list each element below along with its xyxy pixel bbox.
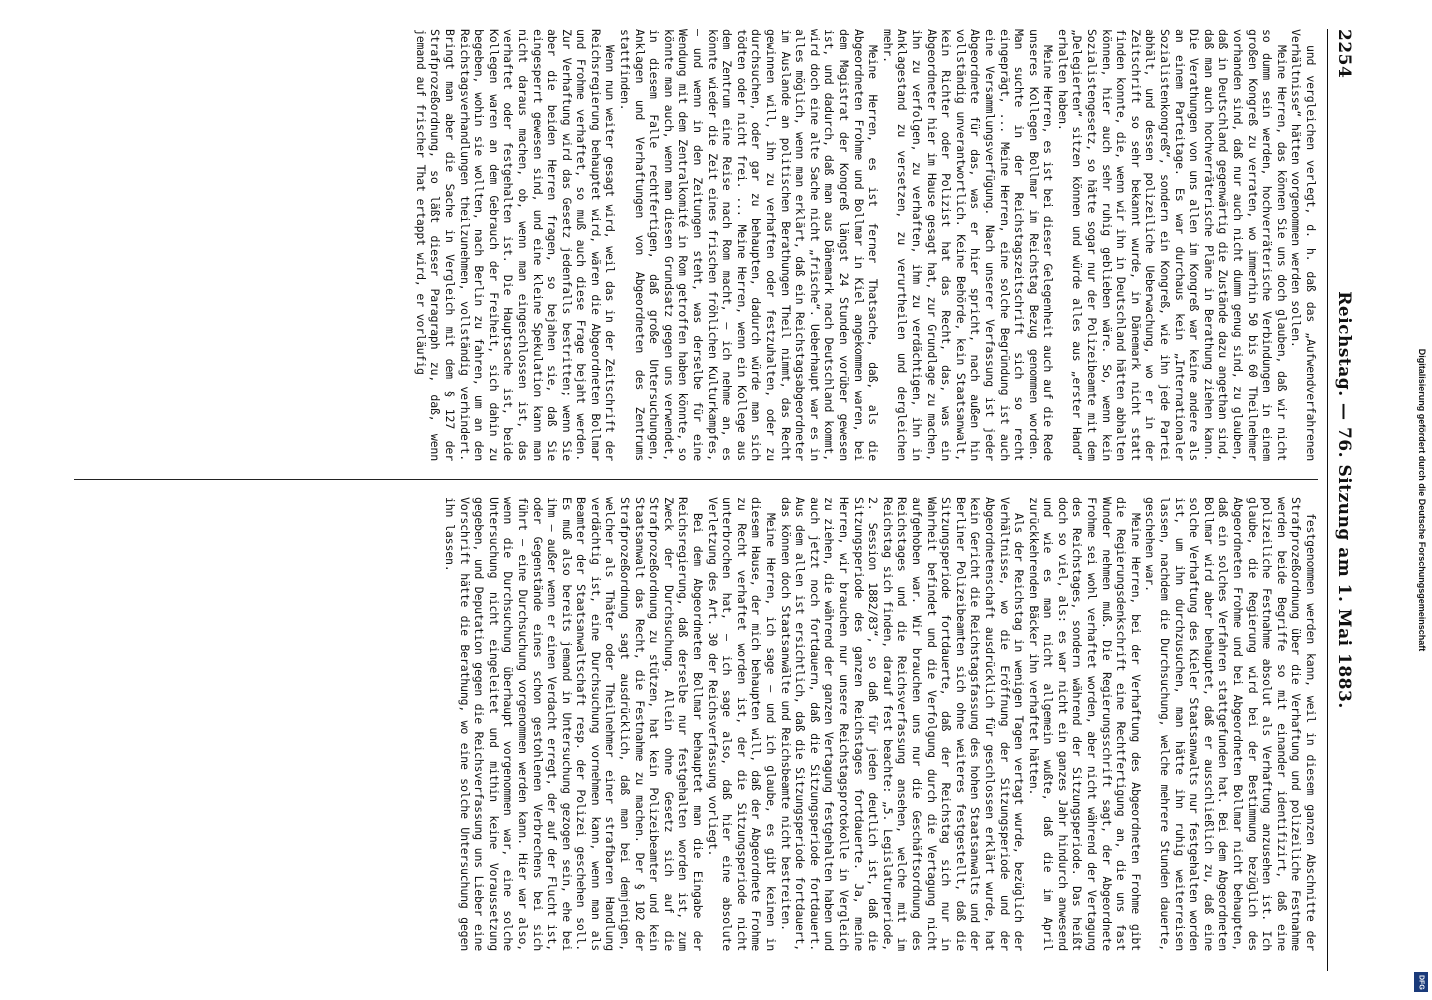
- right-paragraph: festgenommen werden kann, weil in diesem ganzen Abschnitte der Strafprozeßordnung über die Verhaftung und polizeiliche Festnahme werden beide Begriffe so mit einander identifizirt, daß eine polizeiliche Festnahme absolut als Verhaftung anzusehen ist. Ich glaube, die Regierung wird bei der Bestimmung bezüglich des Abgeordneten Frohme und bei Abgeordneten Bollmar nicht behaupten, daß ein solches Verfahren stattgefunden hat. Bei dem Abgeordneten Bollmar wird aber behauptet, daß er ausschließlich zu, daß eine solche Verhaftung des Kieler Staatsanwalts nur festgehalten worden ist, um ihn durchzusuchen, man hätte ihn ruhig weiterreisen lassen, nachdem die Durchsuchung, welche mehrere Stunden dauerte, geschehen war.: [1143, 497, 1318, 951]
- left-paragraph: Wenn nun weiter gesagt wird, weil das in der Zeitschrift der Reichsregierung behauptet wird, wären die Abgeordneten Bollmar und Frohme verhaftet, so muß auch diese Frage bejaht werden. Zur Verhaftung wird das Gesetz jedenfalls bestritten; wenn Sie aber die beiden Herren fragen, so bejahen sie, daß Sie eingesperrt gewesen sind, und eine kleine Spekulation kann man nicht daraus machen, ob, wenn man eingeschlossen ist, das verhaftet oder festgehalten ist. Die Hauptsache ist, beide Kollegen waren an dem Gebrauch der Freiheit, sich dahin zu begeben, wohin sie wollten, nach Berlin zu fahren, um an den Reichstagsverhandlungen theilzunehmen, vollständig verhindert. Bringt man aber die Sache in Vergleich mit dem § 127 der Strafprozeßordnung, so läßt dieser Paragraph zu, daß, wenn jemand auf frischer That ertappt wird, er vorläufig: [413, 29, 618, 461]
- right-paragraph: Als der Reichstag in wenigen Tagen vertagt wurde, bezüglich der Verhältnisse, wo die Eröffnung der Sitzungsperiode und der Abgeordnetenschaft ausdrücklich für geschlossen erklärt wurde, hat kein Gericht die Reichstagsfassung des hohen Staatsanwalts und der Berliner Polizeibeamten sich ohne weiteres festgestellt, daß die Sitzungsperiode fortdauerte, daß der Reichstag sich nur in Wahrheit befindet und die Verfolgung durch die Vertagung nicht aufgehoben war. Wir brauchen uns nur die Geschäftsordnung des Reichstages und die Reichsverfassung ansehen, welche mit im Reichstag sich finden, darauf fest beachte: „5. Legislaturperiode, 2. Session 1882/83“, so daß für jeden deutlich ist, daß die Sitzungsperiode des ganzen Reichstages fortdauerte. Ja, meine Herren, wir brauchen nur unsere Reichstagsprotokolle in Vergleich zu ziehen, die während der ganzen Vertagung festgehalten haben und auch jetzt noch fortdauern, daß die Sitzungsperiode fortdauert. Aus dem allen ist ersichtlich, daß die Sitzungsperiode fortdauert, das können doch Staatsanwälte und Reichsbeamte nicht bestreiten.: [778, 497, 1027, 951]
- header-rule: [1327, 29, 1328, 971]
- rotated-page-content: [68, 21, 1364, 979]
- left-paragraph: Meine Herren, das können Sie uns doch glauben, daß wir nicht so dumm sein werden, hochverräterische Verbindungen in einem großen Kongreß zu verraten, wo immerhin 50 bis 60 Theilnehmer vorhanden sind, daß nur auch nicht dumm genug sind, zu glauben, daß in Deutschland gegenwärtig die Zustände dazu angethan sind, daß man auch hochverräterische Pläne in Berathung ziehen kann. Die Verathungen von uns allen im Kongreß war keine andere als an einem Parteitage. Es war durchaus kein „Internationaler Sozialistenkongreß“, sondern ein Kongreß, wie ihn jede Partei abhält, und dessen polizeiliche Ueberwachung, wo er in der Zeitschrift so sehr bekannt wurde, in Dänemark nicht statt finden konnte, die, wenn wir ihn in Deutschland hätten abhalten können, hier auch sehr ruhig geblieben wäre. So, wenn kein Sozialistengesetz, so hätte sogar nur der Polizeibeamte mit dem „Delegierten“ sitzen können und würde alles aus „erster Hand“ erhalten haben.: [1055, 29, 1289, 461]
- page-title: Reichstag. — 76. Sitzung am 1. Mai 1883.: [1334, 291, 1354, 709]
- funding-notice: Digitalisierung gefördert durch die Deutsche Forschungsgemeinschaft: [1417, 348, 1427, 652]
- right-paragraph: Bei dem Abgeordneten Bollmar behauptet man die Eingabe der Reichsregierung, daß derselbe nur festgehalten worden ist, zum Zweck der Durchsuchung. Allein ohne Gesetz sich auf die Strafprozeßordnung zu stützen, hat kein Polizeibeamter und kein Staatsanwalt das Recht, die Festnahme zu machen. Der § 102 der Strafprozeßordnung sagt ausdrücklich, daß man bei demjenigen, welcher als Thäter oder Theilnehmer einer strafbaren Handlung verdächtig ist, eine Durchsuchung vornehmen kann, wenn man als Beamter der Staatsanwaltschaft resp. der Polizei geschehen soll. Es muß also bereits jemand in Untersuchung gezogen sein, ehe bei ihm — außer wenn er einen Verdacht erregt, der auf der Flucht ist, oder Gegenstände eines schon gestohlenen Verbrechens bei sich führt — eine Durchsuchung vorgenommen werden kann. Hier war also, wenn die Durchsuchung überhaupt vorgenommen war, eine solche Untersuchung nicht eingeleitet und mithin keine Voraussetzung gegeben, und Deputation gegen die Reichsverfassung uns Lieber eine Vorschrift hätte die Berathung, wo eine solche Untersuchung gegen ihn lassen.: [442, 497, 706, 951]
- right-text-column: [74, 497, 1318, 951]
- left-paragraph: Meine Herren, es ist bei dieser Gelegenheit auch auf die Rede unseres Kollegen Bollmar im Reichstag Bezug genommen worden. Man suchte in der Reichstagszeitschrift sich so recht eingeprägt, ... Meine Herren, eine solche Begründung ist auch eine Versammlungsverfügung. Nach unserer Verfassung ist jeder Abgeordnete für das, was er hier spricht, nach außen hin vollständig unverantwortlich. Keine Behörde, kein Staatsanwalt, kein Richter oder Polizist hat das Recht, das, was ein Abgeordneter hier im Hause gesagt hat, zur Grundlage zu machen, ihn zu verfolgen, zu verhaften, ihm zu verdächtigen, ihn in Anklagestand zu versetzen, zu verurtheilen und dergleichen mehr.: [880, 29, 1056, 461]
- right-paragraph: Meine Herren, bei der Verhaftung des Abgeordneten Frohme gibt die Regierungsdenkschrift eine Rechtfertigung an, die uns fast Wunder nehmen muß. Die Regierungsschrift sagt, der Abgeordnete Frohme sei wohl verhaftet worden, aber nicht während der Vertagung des Reichstages, sondern während der Sitzungsperiode. Das heißt doch so viel, als: es war nicht ein ganzes Jahr hindurch anwesend und wie es man nicht allgemein wußte, daß die im April zurückkehrenden Bäcker ihn verhaftet hätten.: [1026, 497, 1143, 951]
- dfg-logo-icon: DFG: [1414, 972, 1428, 992]
- left-paragraph: Meine Herren, es ist ferner Thatsache, daß, als die Abgeordneten Frohme und Bollmar in Kiel angekommen waren, bei dem Magistrat der Kongreß längst 24 Stunden vorüber gewesen ist, und dadurch, daß man aus Dänemark nach Deutschland kommt, wird doch eine alte Sache nicht „frische“. Ueberhaupt war es in alles möglich, wenn man erklärt, daß ein Reichstagsabgeordneter im Auslande an politischen Berathungen Theil nimmt, das Recht gewinnen will, ihn zu verhaften oder festzuhalten, oder zu durchsuchen, oder gar zu behaupten, dadurch würde man sich tödten oder nicht frei. ... Meine Herren, wenn ein Kollege aus dem Zentrum eine Reise nach Rom macht, — ich nehme an, es könnte wieder die Zeit eines frischen fröhlichen Kulturkampfes, — und wenn in den Zeitungen steht, was derselbe für eine Wendung mit dem Zentralkomité in Rom getroffen haben könnte, so könnte man auch, wenn man diesen Grundsatz gegen uns verwendet, in diesem Falle rechtfertigen, daß große Untersuchungen, Anklagen und Verhaftungen von Abgeordneten des Zentrums stattfinden.: [618, 29, 881, 461]
- right-paragraph: Meine Herren, ich sage — und ich glaube, es gibt keinen in diesem Hause, der mich behaupten will, daß der Abgeordnete Frohme zu Recht verhaftet worden ist, der die Sitzungsperiode nicht unterbrochen hat, — ich sage also, daß hier eine absolute Verletzung des Art. 30 der Reichsverfassung vorliegt.: [705, 497, 779, 951]
- page-header: [1332, 29, 1354, 971]
- left-paragraph: und vergleichen verlegt, d. h. daß das „Aufwendverfahrenen Verhältnisse“ hätten vorgenommen werden sollen.: [1289, 29, 1318, 461]
- digitization-footer: [1412, 0, 1432, 1000]
- left-text-column: [74, 29, 1318, 461]
- column-divider: [74, 479, 1318, 480]
- page-number: 2254: [1334, 29, 1354, 79]
